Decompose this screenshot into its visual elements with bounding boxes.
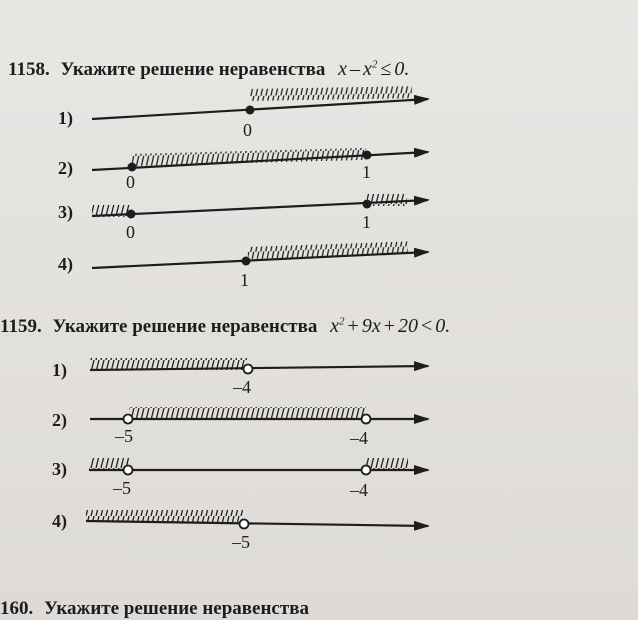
point-open <box>244 365 253 374</box>
number-line-1159-2 <box>90 407 428 424</box>
option-label: 1) <box>58 108 73 128</box>
tick-label: 0 <box>243 120 252 140</box>
point-closed <box>246 106 255 115</box>
tick-label: 1 <box>240 270 249 290</box>
option-label: 3) <box>52 459 67 479</box>
point-open <box>240 520 249 529</box>
tick-label: –4 <box>233 377 251 397</box>
option-label: 2) <box>58 158 73 178</box>
option-label: 4) <box>52 511 67 531</box>
tick-label: –5 <box>113 478 131 498</box>
tick-label: –4 <box>350 480 368 500</box>
point-open <box>124 415 133 424</box>
option-label: 4) <box>58 254 73 274</box>
number-line-1158-3 <box>92 194 428 219</box>
hatching <box>367 194 407 206</box>
number-line-1158-2 <box>92 148 428 172</box>
hatching <box>129 407 366 419</box>
number-line-1159-1 <box>90 358 428 374</box>
point-closed <box>363 151 372 160</box>
tick-label: 0 <box>126 222 135 242</box>
number-line-1159-4 <box>86 510 428 529</box>
tick-label: –5 <box>232 532 250 552</box>
point-closed <box>363 200 372 209</box>
option-label: 3) <box>58 202 73 222</box>
point-open <box>124 466 133 475</box>
point-open <box>362 415 371 424</box>
point-open <box>362 466 371 475</box>
number-line-1158-4 <box>92 241 428 268</box>
hatching <box>86 510 243 522</box>
problem-text: Укажите решение неравенства <box>60 59 326 80</box>
axis-line <box>92 99 428 119</box>
option-label: 2) <box>52 410 67 430</box>
number-line-1159-3 <box>89 458 428 475</box>
hatching <box>366 458 408 470</box>
tick-label: 1 <box>362 162 371 182</box>
axis-line <box>86 521 428 526</box>
problem-number: 1158. <box>8 59 50 80</box>
point-closed <box>242 257 251 266</box>
axis-line <box>92 200 428 216</box>
option-label: 1) <box>52 360 67 380</box>
inequality-formula: $x^2 + 9x + 20 < 0$. <box>330 315 451 337</box>
tick-label: –5 <box>115 426 133 446</box>
point-closed <box>127 210 136 219</box>
tick-label: 0 <box>126 172 135 192</box>
tick-label: –4 <box>350 428 368 448</box>
point-closed <box>128 163 137 172</box>
problem-number: 1159. <box>0 316 42 337</box>
number-line-1158-1 <box>92 86 428 119</box>
problem-text: Укажите решение неравенства <box>44 598 309 619</box>
hatching <box>250 86 412 101</box>
problem-number: 160. <box>0 598 34 619</box>
tick-label: 1 <box>362 212 371 232</box>
problem-text: Укажите решение неравенства <box>52 316 318 337</box>
inequality-formula: $x - x^2 \le 0$. <box>338 58 410 80</box>
